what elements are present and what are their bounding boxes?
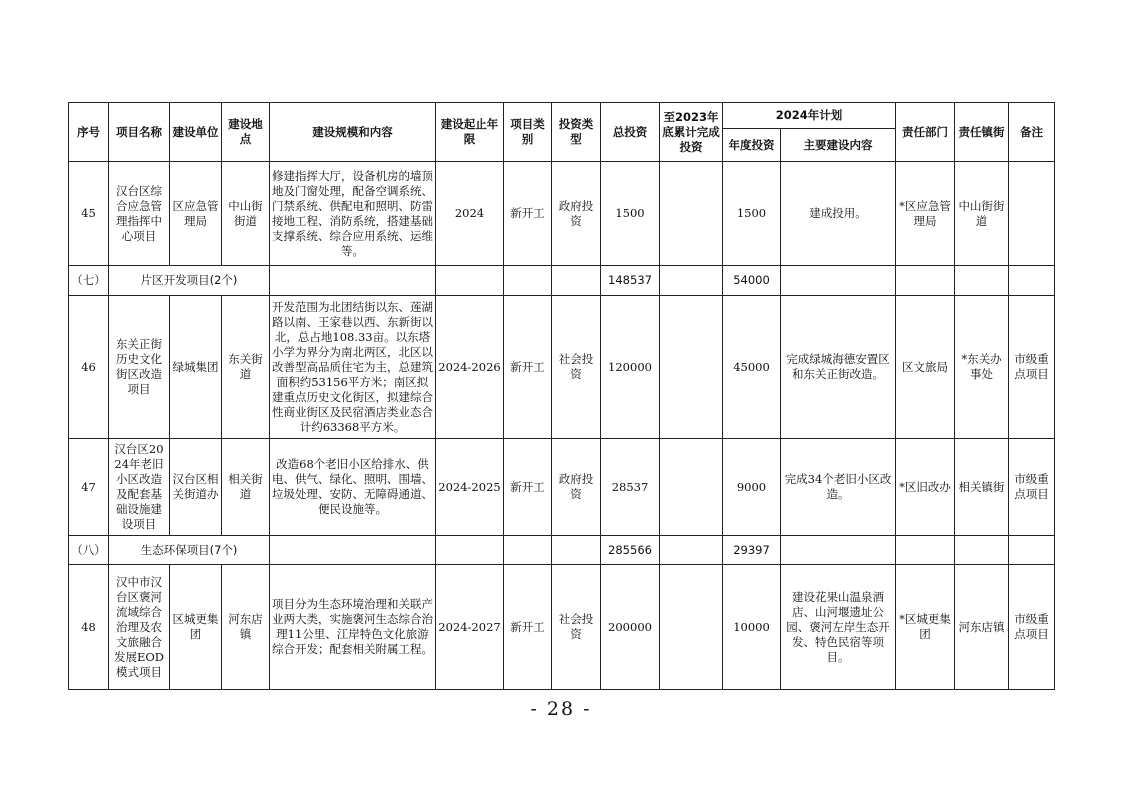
cell-no: 46 <box>69 296 109 439</box>
table-row <box>69 162 1055 266</box>
cell-annual: 1500 <box>723 162 781 266</box>
cell-location: 东关街道 <box>222 296 270 439</box>
cell-unit: 区应急管理局 <box>170 162 222 266</box>
cell-period: 2024-2026 <box>436 296 504 439</box>
cell-name: 东关正街历史文化街区改造项目 <box>109 296 170 439</box>
cell-total: 1500 <box>601 162 660 266</box>
header-location: 建设地点 <box>222 103 270 162</box>
header-scope: 建设规模和内容 <box>270 103 436 162</box>
page-number: - 28 - <box>530 698 592 720</box>
cell-annual: 45000 <box>723 296 781 439</box>
cell-total: 120000 <box>601 296 660 439</box>
cell-unit: 区城更集团 <box>170 565 222 690</box>
cell-annual: 10000 <box>723 565 781 690</box>
section-row <box>69 266 1055 296</box>
section-total: 148537 <box>601 266 660 296</box>
cell-scope: 修建指挥大厅，设备机房的墙顶地及门窗处理，配备空调系统、门禁系统、供配电和照明、防雷接地工程、消防系统，搭建基础支撑系统、综合应用系统、运维等。 <box>270 162 436 266</box>
cell-street: 中山街街道 <box>955 162 1009 266</box>
cell-remarks: 市级重点项目 <box>1009 296 1055 439</box>
cell-period: 2024-2025 <box>436 439 504 536</box>
cell-invest-type: 政府投资 <box>552 162 601 266</box>
cell-street: 相关镇街 <box>955 439 1009 536</box>
cell-name: 汉台区2024年老旧小区改造及配套基础设施建设项目 <box>109 439 170 536</box>
header-main-content: 主要建设内容 <box>781 129 896 162</box>
cell-invest-type: 政府投资 <box>552 439 601 536</box>
cell-street: *东关办事处 <box>955 296 1009 439</box>
cell-scope: 改造68个老旧小区给排水、供电、供气、绿化、照明、围墙、垃圾处理、安防、无障碍通道、便民设施等。 <box>270 439 436 536</box>
cell-cumulative <box>660 296 723 439</box>
cell-scope: 开发范围为北团结街以东、莲湖路以南、王家巷以西、东新街以北，总占地108.33亩。以东塔小学为界分为南北两区，北区以改善型高品质住宅为主，总建筑面积约53156平方米；南区拟建重点历史文化街区，拟建综合性商业街区及民宿酒店类业态合计约63368平方米。 <box>270 296 436 439</box>
cell-period: 2024 <box>436 162 504 266</box>
header-dept: 责任部门 <box>896 103 955 162</box>
cell-category: 新开工 <box>504 162 552 266</box>
header-period: 建设起止年限 <box>436 103 504 162</box>
cell-street: 河东店镇 <box>955 565 1009 690</box>
cell-no: 48 <box>69 565 109 690</box>
cell-dept: 区文旅局 <box>896 296 955 439</box>
cell-total: 28537 <box>601 439 660 536</box>
header-cumulative: 至2023年底累计完成投资 <box>660 103 723 162</box>
cell-period: 2024-2027 <box>436 565 504 690</box>
cell-total: 200000 <box>601 565 660 690</box>
section-title: 生态环保项目(7个) <box>109 536 270 565</box>
cell-remarks <box>1009 162 1055 266</box>
section-no: （八） <box>69 536 109 565</box>
section-title: 片区开发项目(2个) <box>109 266 270 296</box>
cell-category: 新开工 <box>504 565 552 690</box>
header-annual: 年度投资 <box>723 129 781 162</box>
cell-dept: *区应急管理局 <box>896 162 955 266</box>
header-row-1 <box>69 103 1055 129</box>
header-no: 序号 <box>69 103 109 162</box>
section-row <box>69 536 1055 565</box>
cell-name: 汉台区综合应急管理指挥中心项目 <box>109 162 170 266</box>
cell-cumulative <box>660 162 723 266</box>
cell-remarks: 市级重点项目 <box>1009 439 1055 536</box>
cell-main-content: 建设花果山温泉酒店、山河堰遗址公园、褒河左岸生态开发、特色民宿等项目。 <box>781 565 896 690</box>
cell-unit: 汉台区相关街道办 <box>170 439 222 536</box>
cell-category: 新开工 <box>504 439 552 536</box>
header-street: 责任镇街 <box>955 103 1009 162</box>
cell-main-content: 建成投用。 <box>781 162 896 266</box>
section-total: 285566 <box>601 536 660 565</box>
header-remarks: 备注 <box>1009 103 1055 162</box>
cell-category: 新开工 <box>504 296 552 439</box>
cell-cumulative <box>660 439 723 536</box>
cell-main-content: 完成绿城海德安置区和东关正街改造。 <box>781 296 896 439</box>
cell-scope: 项目分为生态环境治理和关联产业两大类，实施褒河生态综合治理11公里、江岸特色文化旅游综合开发；配套相关附属工程。 <box>270 565 436 690</box>
cell-main-content: 完成34个老旧小区改造。 <box>781 439 896 536</box>
table-row <box>69 296 1055 439</box>
cell-unit: 绿城集团 <box>170 296 222 439</box>
section-annual: 54000 <box>723 266 781 296</box>
section-no: （七） <box>69 266 109 296</box>
table-row <box>69 565 1055 690</box>
cell-no: 45 <box>69 162 109 266</box>
header-invest-type: 投资类型 <box>552 103 601 162</box>
cell-cumulative <box>660 565 723 690</box>
cell-invest-type: 社会投资 <box>552 296 601 439</box>
cell-location: 中山街街道 <box>222 162 270 266</box>
header-name: 项目名称 <box>109 103 170 162</box>
header-unit: 建设单位 <box>170 103 222 162</box>
cell-location: 相关街道 <box>222 439 270 536</box>
cell-location: 河东店镇 <box>222 565 270 690</box>
cell-dept: *区旧改办 <box>896 439 955 536</box>
header-plan-2024: 2024年计划 <box>723 103 896 129</box>
cell-annual: 9000 <box>723 439 781 536</box>
cell-no: 47 <box>69 439 109 536</box>
section-annual: 29397 <box>723 536 781 565</box>
cell-invest-type: 社会投资 <box>552 565 601 690</box>
project-table <box>68 102 1055 690</box>
header-total: 总投资 <box>601 103 660 162</box>
cell-dept: *区城更集团 <box>896 565 955 690</box>
table-row <box>69 439 1055 536</box>
cell-remarks: 市级重点项目 <box>1009 565 1055 690</box>
header-category: 项目类别 <box>504 103 552 162</box>
cell-name: 汉中市汉台区褒河流域综合治理及农文旅融合发展EOD模式项目 <box>109 565 170 690</box>
